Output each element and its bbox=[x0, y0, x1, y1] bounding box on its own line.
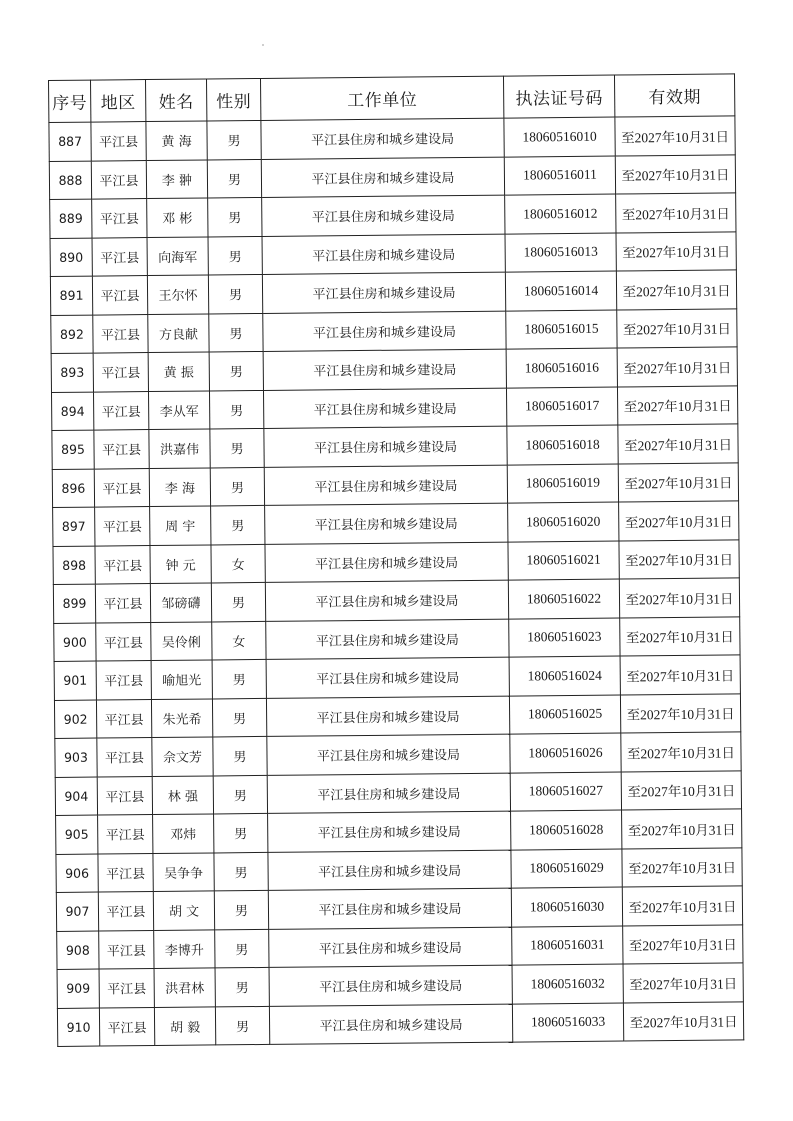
cell-seq: 891 bbox=[50, 276, 92, 315]
cell-gender: 女 bbox=[211, 544, 265, 583]
cell-valid: 至2027年10月31日 bbox=[619, 578, 739, 618]
cell-valid: 至2027年10月31日 bbox=[622, 809, 742, 849]
table-row bbox=[50, 231, 736, 276]
table-row bbox=[54, 693, 740, 738]
cell-valid: 至2027年10月31日 bbox=[618, 462, 738, 502]
cell-name: 邹磅礴 bbox=[150, 583, 211, 622]
cell-cert: 18060516013 bbox=[505, 233, 616, 273]
header-seq: 序号 bbox=[49, 80, 91, 122]
cell-cert: 18060516025 bbox=[509, 695, 620, 735]
cell-name: 吴争争 bbox=[153, 852, 214, 891]
cell-cert: 18060516032 bbox=[512, 964, 623, 1004]
table-row bbox=[51, 385, 737, 430]
header-cert: 执法证号码 bbox=[503, 75, 614, 118]
cell-unit: 平江县住房和城乡建设局 bbox=[263, 388, 506, 429]
header-gender: 性别 bbox=[206, 78, 260, 121]
cell-name: 李博升 bbox=[154, 929, 215, 968]
cell-region: 平江县 bbox=[99, 1007, 154, 1046]
cell-unit: 平江县住房和城乡建设局 bbox=[268, 888, 511, 929]
cell-name: 向海军 bbox=[147, 236, 208, 275]
table-row bbox=[50, 193, 736, 238]
cell-region: 平江县 bbox=[96, 699, 151, 738]
cell-seq: 898 bbox=[53, 546, 95, 585]
cell-unit: 平江县住房和城乡建设局 bbox=[262, 272, 505, 313]
cell-gender: 男 bbox=[215, 929, 269, 968]
table-row bbox=[54, 655, 740, 700]
cell-unit: 平江县住房和城乡建设局 bbox=[268, 850, 511, 891]
cell-cert: 18060516031 bbox=[512, 926, 623, 966]
cell-name: 朱光希 bbox=[151, 698, 212, 737]
table-row bbox=[54, 616, 740, 661]
cell-name: 李 翀 bbox=[146, 159, 207, 198]
cell-region: 平江县 bbox=[99, 930, 154, 969]
cell-seq: 899 bbox=[53, 584, 95, 623]
cell-name: 胡 文 bbox=[153, 891, 214, 930]
cell-name: 王尔怀 bbox=[147, 275, 208, 314]
cell-valid: 至2027年10月31日 bbox=[623, 924, 743, 964]
cell-cert: 18060516014 bbox=[505, 271, 616, 311]
cell-valid: 至2027年10月31日 bbox=[620, 655, 740, 695]
cell-unit: 平江县住房和城乡建设局 bbox=[261, 118, 504, 159]
cell-name: 周 宇 bbox=[150, 506, 211, 545]
cell-name: 方良献 bbox=[148, 313, 209, 352]
cell-seq: 889 bbox=[50, 199, 92, 238]
cell-gender: 男 bbox=[211, 582, 265, 621]
cell-seq: 909 bbox=[57, 969, 99, 1008]
cell-gender: 男 bbox=[214, 852, 268, 891]
cell-valid: 至2027年10月31日 bbox=[622, 886, 742, 926]
cell-unit: 平江县住房和城乡建设局 bbox=[265, 542, 508, 583]
table-body bbox=[49, 116, 744, 1047]
cell-seq: 893 bbox=[51, 353, 93, 392]
cell-valid: 至2027年10月31日 bbox=[621, 770, 741, 810]
cell-gender: 男 bbox=[208, 274, 262, 313]
cell-valid: 至2027年10月31日 bbox=[623, 1001, 743, 1041]
cell-valid: 至2027年10月31日 bbox=[623, 963, 743, 1003]
cell-seq: 900 bbox=[54, 623, 96, 662]
cell-cert: 18060516027 bbox=[510, 772, 621, 812]
table-row bbox=[56, 886, 742, 931]
cell-cert: 18060516015 bbox=[506, 310, 617, 350]
table-row bbox=[49, 116, 735, 161]
cell-unit: 平江县住房和城乡建设局 bbox=[269, 1004, 512, 1045]
cell-valid: 至2027年10月31日 bbox=[617, 347, 737, 387]
cell-region: 平江县 bbox=[99, 969, 154, 1008]
cell-valid: 至2027年10月31日 bbox=[622, 847, 742, 887]
table-row bbox=[57, 1001, 743, 1046]
cell-region: 平江县 bbox=[98, 892, 153, 931]
cell-cert: 18060516029 bbox=[511, 849, 622, 889]
table-row bbox=[56, 847, 742, 892]
cell-gender: 男 bbox=[210, 467, 264, 506]
cell-name: 黄 振 bbox=[148, 352, 209, 391]
table-row bbox=[52, 424, 738, 469]
table-row bbox=[51, 347, 737, 392]
header-valid: 有效期 bbox=[614, 74, 734, 117]
cell-region: 平江县 bbox=[91, 122, 146, 161]
cell-cert: 18060516019 bbox=[507, 464, 618, 504]
cell-region: 平江县 bbox=[92, 199, 147, 238]
cell-unit: 平江县住房和城乡建设局 bbox=[261, 157, 504, 198]
cell-region: 平江县 bbox=[93, 391, 148, 430]
cell-region: 平江县 bbox=[92, 276, 147, 315]
cell-region: 平江县 bbox=[97, 776, 152, 815]
cell-region: 平江县 bbox=[96, 622, 151, 661]
cell-region: 平江县 bbox=[91, 160, 146, 199]
cell-gender: 男 bbox=[214, 890, 268, 929]
table-row bbox=[53, 539, 739, 584]
cell-unit: 平江县住房和城乡建设局 bbox=[265, 503, 508, 544]
cell-region: 平江县 bbox=[94, 468, 149, 507]
cell-seq: 890 bbox=[50, 238, 92, 277]
cell-cert: 18060516018 bbox=[507, 425, 618, 465]
table-row bbox=[57, 963, 743, 1008]
cell-name: 胡 毅 bbox=[154, 1006, 215, 1045]
cell-name: 邓炜 bbox=[153, 814, 214, 853]
cell-gender: 男 bbox=[210, 428, 264, 467]
table-header bbox=[49, 74, 735, 123]
cell-seq: 894 bbox=[51, 392, 93, 431]
cell-region: 平江县 bbox=[95, 545, 150, 584]
cell-region: 平江县 bbox=[96, 661, 151, 700]
table-row bbox=[52, 462, 738, 507]
cell-cert: 18060516012 bbox=[505, 194, 616, 234]
cell-gender: 男 bbox=[214, 813, 268, 852]
cell-unit: 平江县住房和城乡建设局 bbox=[266, 657, 509, 698]
cell-seq: 902 bbox=[54, 700, 96, 739]
cell-name: 佘文芳 bbox=[152, 737, 213, 776]
cell-cert: 18060516033 bbox=[512, 1003, 623, 1043]
cell-unit: 平江县住房和城乡建设局 bbox=[264, 465, 507, 506]
cell-region: 平江县 bbox=[95, 584, 150, 623]
cell-gender: 男 bbox=[215, 1006, 269, 1045]
cell-cert: 18060516011 bbox=[504, 156, 615, 196]
cell-region: 平江县 bbox=[92, 237, 147, 276]
cell-unit: 平江县住房和城乡建设局 bbox=[268, 811, 511, 852]
cell-cert: 18060516022 bbox=[508, 579, 619, 619]
cell-cert: 18060516020 bbox=[508, 502, 619, 542]
enforcement-officer-table bbox=[48, 73, 744, 1047]
cell-seq: 904 bbox=[55, 777, 97, 816]
cell-region: 平江县 bbox=[95, 507, 150, 546]
cell-seq: 907 bbox=[56, 892, 98, 931]
cell-cert: 18060516026 bbox=[510, 733, 621, 773]
header-region: 地区 bbox=[91, 80, 146, 123]
cell-seq: 895 bbox=[52, 430, 94, 469]
cell-gender: 男 bbox=[212, 698, 266, 737]
cell-valid: 至2027年10月31日 bbox=[619, 539, 739, 579]
cell-unit: 平江县住房和城乡建设局 bbox=[267, 773, 510, 814]
cell-gender: 男 bbox=[211, 505, 265, 544]
cell-seq: 906 bbox=[56, 854, 98, 893]
table-row bbox=[56, 809, 742, 854]
cell-seq: 905 bbox=[56, 815, 98, 854]
cell-seq: 908 bbox=[57, 931, 99, 970]
cell-gender: 男 bbox=[207, 120, 261, 159]
cell-cert: 18060516023 bbox=[509, 618, 620, 658]
cell-name: 吴伶俐 bbox=[151, 621, 212, 660]
cell-valid: 至2027年10月31日 bbox=[618, 424, 738, 464]
cell-gender: 男 bbox=[209, 351, 263, 390]
cell-seq: 896 bbox=[52, 469, 94, 508]
cell-gender: 男 bbox=[212, 659, 266, 698]
cell-unit: 平江县住房和城乡建设局 bbox=[263, 311, 506, 352]
cell-unit: 平江县住房和城乡建设局 bbox=[262, 234, 505, 275]
cell-gender: 男 bbox=[209, 313, 263, 352]
cell-valid: 至2027年10月31日 bbox=[617, 385, 737, 425]
cell-region: 平江县 bbox=[98, 853, 153, 892]
cell-gender: 男 bbox=[209, 390, 263, 429]
cell-region: 平江县 bbox=[98, 815, 153, 854]
cell-cert: 18060516010 bbox=[504, 117, 615, 157]
cell-region: 平江县 bbox=[94, 430, 149, 469]
cell-name: 李从军 bbox=[148, 390, 209, 429]
cell-gender: 男 bbox=[208, 236, 262, 275]
cell-valid: 至2027年10月31日 bbox=[616, 193, 736, 233]
cell-gender: 女 bbox=[212, 621, 266, 660]
cell-name: 李 海 bbox=[149, 467, 210, 506]
cell-valid: 至2027年10月31日 bbox=[617, 308, 737, 348]
cell-name: 洪嘉伟 bbox=[149, 429, 210, 468]
cell-gender: 男 bbox=[207, 159, 261, 198]
cell-valid: 至2027年10月31日 bbox=[620, 616, 740, 656]
cell-name: 钟 元 bbox=[150, 544, 211, 583]
cell-seq: 903 bbox=[55, 738, 97, 777]
cell-valid: 至2027年10月31日 bbox=[615, 154, 735, 194]
cell-unit: 平江县住房和城乡建设局 bbox=[269, 927, 512, 968]
cell-unit: 平江县住房和城乡建设局 bbox=[262, 195, 505, 236]
cell-cert: 18060516017 bbox=[506, 387, 617, 427]
cell-cert: 18060516016 bbox=[506, 348, 617, 388]
cell-unit: 平江县住房和城乡建设局 bbox=[265, 580, 508, 621]
cell-cert: 18060516028 bbox=[511, 810, 622, 850]
cell-valid: 至2027年10月31日 bbox=[616, 231, 736, 271]
cell-gender: 男 bbox=[215, 967, 269, 1006]
cell-region: 平江县 bbox=[93, 353, 148, 392]
cell-name: 喻旭光 bbox=[151, 660, 212, 699]
cell-name: 林 强 bbox=[152, 775, 213, 814]
cell-cert: 18060516021 bbox=[508, 541, 619, 581]
table-row bbox=[51, 308, 737, 353]
cell-unit: 平江县住房和城乡建设局 bbox=[267, 734, 510, 775]
cell-gender: 男 bbox=[208, 197, 262, 236]
cell-valid: 至2027年10月31日 bbox=[615, 116, 735, 156]
table-row bbox=[57, 924, 743, 969]
cell-valid: 至2027年10月31日 bbox=[616, 270, 736, 310]
header-unit: 工作单位 bbox=[260, 76, 503, 120]
header-name: 姓名 bbox=[146, 79, 207, 122]
cell-valid: 至2027年10月31日 bbox=[621, 732, 741, 772]
cell-seq: 901 bbox=[54, 661, 96, 700]
cell-name: 黄 海 bbox=[146, 121, 207, 160]
cell-valid: 至2027年10月31日 bbox=[619, 501, 739, 541]
table-row bbox=[50, 270, 736, 315]
cell-unit: 平江县住房和城乡建设局 bbox=[266, 696, 509, 737]
table-row bbox=[53, 501, 739, 546]
cell-cert: 18060516030 bbox=[511, 887, 622, 927]
cell-region: 平江县 bbox=[93, 314, 148, 353]
cell-unit: 平江县住房和城乡建设局 bbox=[266, 619, 509, 660]
cell-gender: 男 bbox=[213, 775, 267, 814]
table-row bbox=[49, 154, 735, 199]
cell-unit: 平江县住房和城乡建设局 bbox=[263, 349, 506, 390]
cell-unit: 平江县住房和城乡建设局 bbox=[269, 965, 512, 1006]
cell-valid: 至2027年10月31日 bbox=[620, 693, 740, 733]
cell-seq: 887 bbox=[49, 122, 91, 161]
table-row bbox=[55, 770, 741, 815]
cell-region: 平江县 bbox=[97, 738, 152, 777]
cell-seq: 910 bbox=[57, 1008, 99, 1047]
cell-name: 邓 彬 bbox=[147, 198, 208, 237]
header-row bbox=[49, 74, 735, 123]
table-row bbox=[55, 732, 741, 777]
scan-artifact bbox=[262, 44, 264, 46]
cell-seq: 892 bbox=[51, 315, 93, 354]
cell-seq: 897 bbox=[53, 507, 95, 546]
cell-cert: 18060516024 bbox=[509, 656, 620, 696]
cell-gender: 男 bbox=[213, 736, 267, 775]
cell-unit: 平江县住房和城乡建设局 bbox=[264, 426, 507, 467]
table-row bbox=[53, 578, 739, 623]
cell-seq: 888 bbox=[49, 161, 91, 200]
cell-name: 洪君林 bbox=[154, 968, 215, 1007]
